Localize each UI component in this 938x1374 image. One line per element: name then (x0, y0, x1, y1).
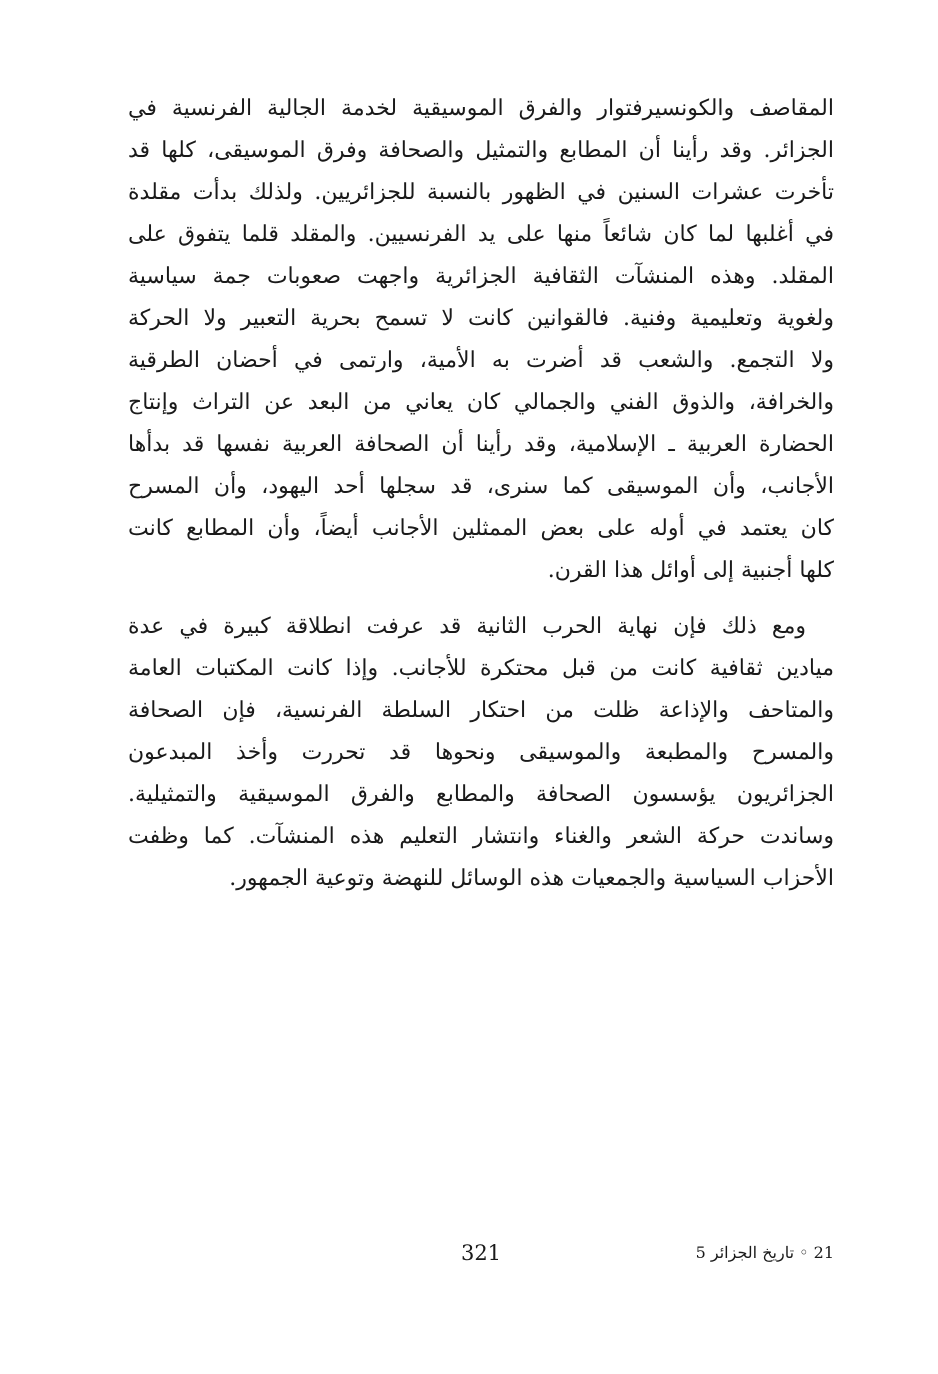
text-line: ومع ذلك فإن نهاية الحرب الثانية قد عرفت انطلاقة كبيرة في عدة (128, 614, 806, 639)
text-line: المقلد. وهذه المنشآت الثقافية الجزائرية واجهت صعوبات جمة سياسية (128, 264, 834, 289)
text-line: ميادين ثقافية كانت من قبل محتكرة للأجانب. وإذا كانت المكتبات العامة (128, 656, 834, 681)
text-line: ولا التجمع. والشعب قد أضرت به الأمية، وارتمى في أحضان الطرقية (128, 348, 834, 373)
text-line: والمسرح والمطبعة والموسيقى ونحوها قد تحررت وأخذ المبدعون (128, 740, 834, 765)
text-line: المقاصف والكونسيرفتوار والفرق الموسيقية لخدمة الجالية الفرنسية في (128, 96, 834, 121)
text-line: تأخرت عشرات السنين في الظهور بالنسبة للجزائريين. ولذلك بدأت مقلدة (128, 180, 834, 205)
text-line: في أغلبها لما كان شائعاً منها على يد الفرنسيين. والمقلد قلما يتفوق على (128, 222, 834, 247)
paragraph-2 (128, 606, 834, 900)
text-line: والمتاحف والإذاعة ظلت من احتكار السلطة الفرنسية، فإن الصحافة (128, 698, 834, 723)
text-line: والخرافة، والذوق الفني والجمالي كان يعاني من البعد عن التراث وإنتاج (128, 390, 834, 415)
book-signature: 21 ◦ تاريخ الجزائر 5 (695, 1243, 834, 1262)
page-footer (128, 1236, 834, 1270)
page-body (128, 88, 834, 900)
text-line: كان يعتمد في أوله على بعض الممثلين الأجانب أيضاً، وأن المطابع كانت (128, 516, 834, 541)
text-line: الأجانب، وأن الموسيقى كما سنرى، قد سجلها أحد اليهود، وأن المسرح (128, 474, 834, 499)
text-line: وساندت حركة الشعر والغناء وانتشار التعليم هذه المنشآت. كما وظفت (128, 824, 834, 849)
paragraph-1 (128, 88, 834, 592)
text-line: الأحزاب السياسية والجمعيات هذه الوسائل للنهضة وتوعية الجمهور. (229, 866, 834, 891)
text-line: ولغوية وتعليمية وفنية. فالقوانين كانت لا تسمح بحرية التعبير ولا الحركة (128, 306, 834, 331)
text-line: الجزائريون يؤسسون الصحافة والمطابع والفرق الموسيقية والتمثيلية. (128, 782, 834, 807)
text-line: الجزائر. وقد رأينا أن المطابع والتمثيل والصحافة وفرق الموسيقى، كلها قد (128, 138, 834, 163)
page-number: 321 (460, 1241, 502, 1265)
text-line: كلها أجنبية إلى أوائل هذا القرن. (547, 558, 834, 583)
paragraph-gap (128, 592, 834, 606)
text-line: الحضارة العربية ـ الإسلامية، وقد رأينا أن الصحافة العربية نفسها قد بدأها (128, 432, 834, 457)
